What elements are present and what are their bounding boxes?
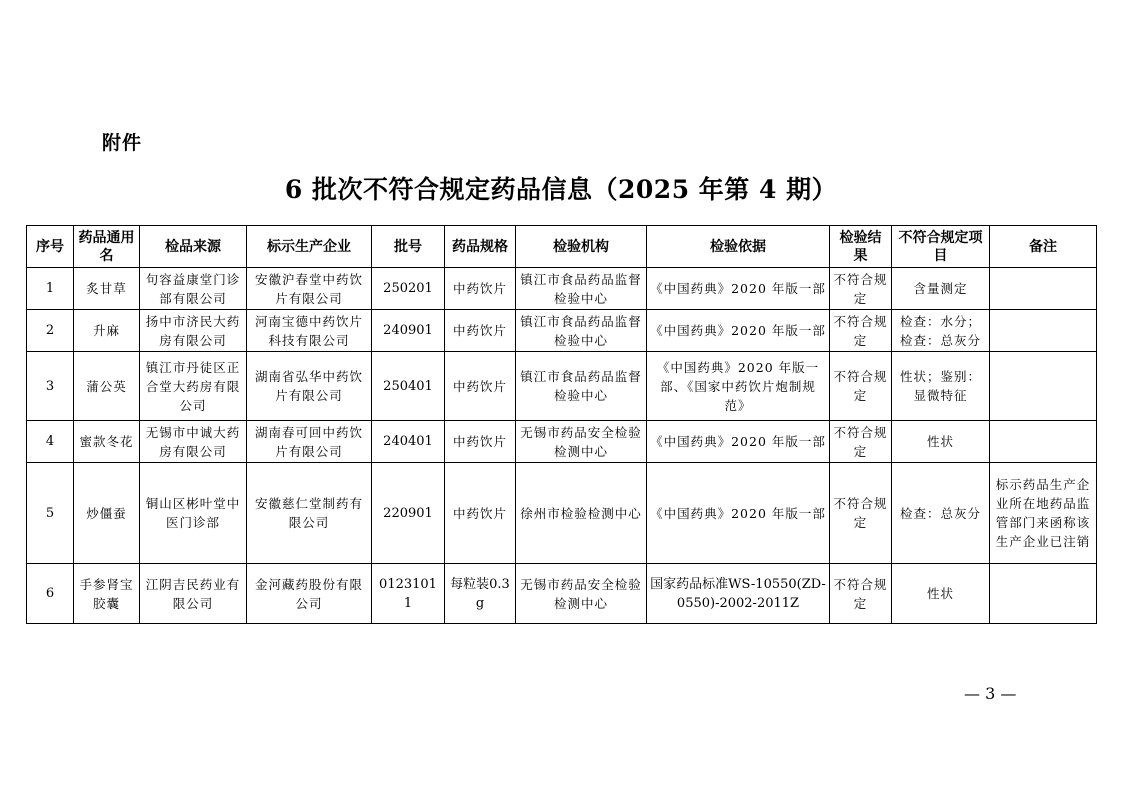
cell-basis: 《中国药典》2020 年版一部	[647, 310, 830, 352]
cell-source: 镇江市丹徒区正合堂大药房有限公司	[140, 352, 247, 421]
cell-spec: 中药饮片	[445, 352, 516, 421]
attachment-label: 附件	[102, 132, 143, 154]
cell-batch: 01231011	[372, 564, 445, 624]
table-row	[27, 463, 1097, 564]
cell-remark	[990, 421, 1097, 463]
column-header-no: 序号	[27, 226, 74, 268]
column-header-source: 检品来源	[140, 226, 247, 268]
cell-spec: 中药饮片	[445, 463, 516, 564]
cell-item: 含量测定	[892, 268, 990, 310]
cell-no: 5	[27, 463, 74, 564]
cell-result: 不符合规定	[830, 564, 892, 624]
cell-result: 不符合规定	[830, 352, 892, 421]
cell-item: 检查：水分；检查：总灰分	[892, 310, 990, 352]
cell-lab: 徐州市检验检测中心	[516, 463, 647, 564]
cell-maker: 金河藏药股份有限公司	[247, 564, 372, 624]
table-row	[27, 310, 1097, 352]
table-row	[27, 564, 1097, 624]
cell-spec: 中药饮片	[445, 310, 516, 352]
cell-name: 手参肾宝胶囊	[74, 564, 140, 624]
cell-no: 3	[27, 352, 74, 421]
column-header-remark: 备注	[990, 226, 1097, 268]
cell-lab: 镇江市食品药品监督检验中心	[516, 268, 647, 310]
column-header-spec: 药品规格	[445, 226, 516, 268]
cell-basis: 《中国药典》2020 年版一部	[647, 463, 830, 564]
cell-result: 不符合规定	[830, 268, 892, 310]
cell-lab: 无锡市药品安全检验检测中心	[516, 564, 647, 624]
cell-item: 检查：总灰分	[892, 463, 990, 564]
cell-remark	[990, 564, 1097, 624]
cell-source: 扬中市济民大药房有限公司	[140, 310, 247, 352]
cell-source: 铜山区彬叶堂中医门诊部	[140, 463, 247, 564]
cell-remark	[990, 310, 1097, 352]
cell-batch: 220901	[372, 463, 445, 564]
drug-info-table	[26, 225, 1097, 624]
column-header-basis: 检验依据	[647, 226, 830, 268]
cell-result: 不符合规定	[830, 310, 892, 352]
cell-name: 蒲公英	[74, 352, 140, 421]
cell-source: 句容益康堂门诊部有限公司	[140, 268, 247, 310]
cell-no: 6	[27, 564, 74, 624]
cell-batch: 250201	[372, 268, 445, 310]
cell-basis: 《中国药典》2020 年版一部	[647, 268, 830, 310]
cell-basis: 国家药品标准WS-10550(ZD-0550)-2002-2011Z	[647, 564, 830, 624]
cell-item: 性状	[892, 421, 990, 463]
cell-item: 性状	[892, 564, 990, 624]
cell-no: 2	[27, 310, 74, 352]
cell-source: 无锡市中诚大药房有限公司	[140, 421, 247, 463]
cell-source: 江阴吉民药业有限公司	[140, 564, 247, 624]
table-row	[27, 352, 1097, 421]
cell-lab: 镇江市食品药品监督检验中心	[516, 310, 647, 352]
cell-name: 蜜款冬花	[74, 421, 140, 463]
cell-maker: 湖南春可回中药饮片有限公司	[247, 421, 372, 463]
cell-lab: 镇江市食品药品监督检验中心	[516, 352, 647, 421]
page-number: — 3 —	[964, 684, 1017, 703]
cell-no: 1	[27, 268, 74, 310]
cell-maker: 安徽慈仁堂制药有限公司	[247, 463, 372, 564]
column-header-item: 不符合规定项目	[892, 226, 990, 268]
cell-name: 升麻	[74, 310, 140, 352]
cell-spec: 中药饮片	[445, 421, 516, 463]
cell-remark	[990, 268, 1097, 310]
table-row	[27, 421, 1097, 463]
cell-spec: 中药饮片	[445, 268, 516, 310]
column-header-name: 药品通用名	[74, 226, 140, 268]
cell-maker: 河南宝德中药饮片科技有限公司	[247, 310, 372, 352]
cell-batch: 250401	[372, 352, 445, 421]
cell-batch: 240401	[372, 421, 445, 463]
page-title: 6 批次不符合规定药品信息（2025 年第 4 期）	[284, 175, 838, 204]
cell-maker: 湖南省弘华中药饮片有限公司	[247, 352, 372, 421]
column-header-maker: 标示生产企业	[247, 226, 372, 268]
cell-basis: 《中国药典》2020 年版一部、《国家中药饮片炮制规范》	[647, 352, 830, 421]
cell-maker: 安徽沪春堂中药饮片有限公司	[247, 268, 372, 310]
cell-no: 4	[27, 421, 74, 463]
cell-batch: 240901	[372, 310, 445, 352]
cell-remark: 标示药品生产企业所在地药品监管部门来函称该生产企业已注销	[990, 463, 1097, 564]
cell-basis: 《中国药典》2020 年版一部	[647, 421, 830, 463]
cell-remark	[990, 352, 1097, 421]
cell-result: 不符合规定	[830, 421, 892, 463]
cell-result: 不符合规定	[830, 463, 892, 564]
table-header-row	[27, 226, 1097, 268]
table-row	[27, 268, 1097, 310]
cell-name: 炙甘草	[74, 268, 140, 310]
cell-item: 性状；鉴别：显微特征	[892, 352, 990, 421]
cell-name: 炒僵蚕	[74, 463, 140, 564]
cell-lab: 无锡市药品安全检验检测中心	[516, 421, 647, 463]
cell-spec: 每粒装0.3g	[445, 564, 516, 624]
column-header-lab: 检验机构	[516, 226, 647, 268]
column-header-result: 检验结果	[830, 226, 892, 268]
column-header-batch: 批号	[372, 226, 445, 268]
